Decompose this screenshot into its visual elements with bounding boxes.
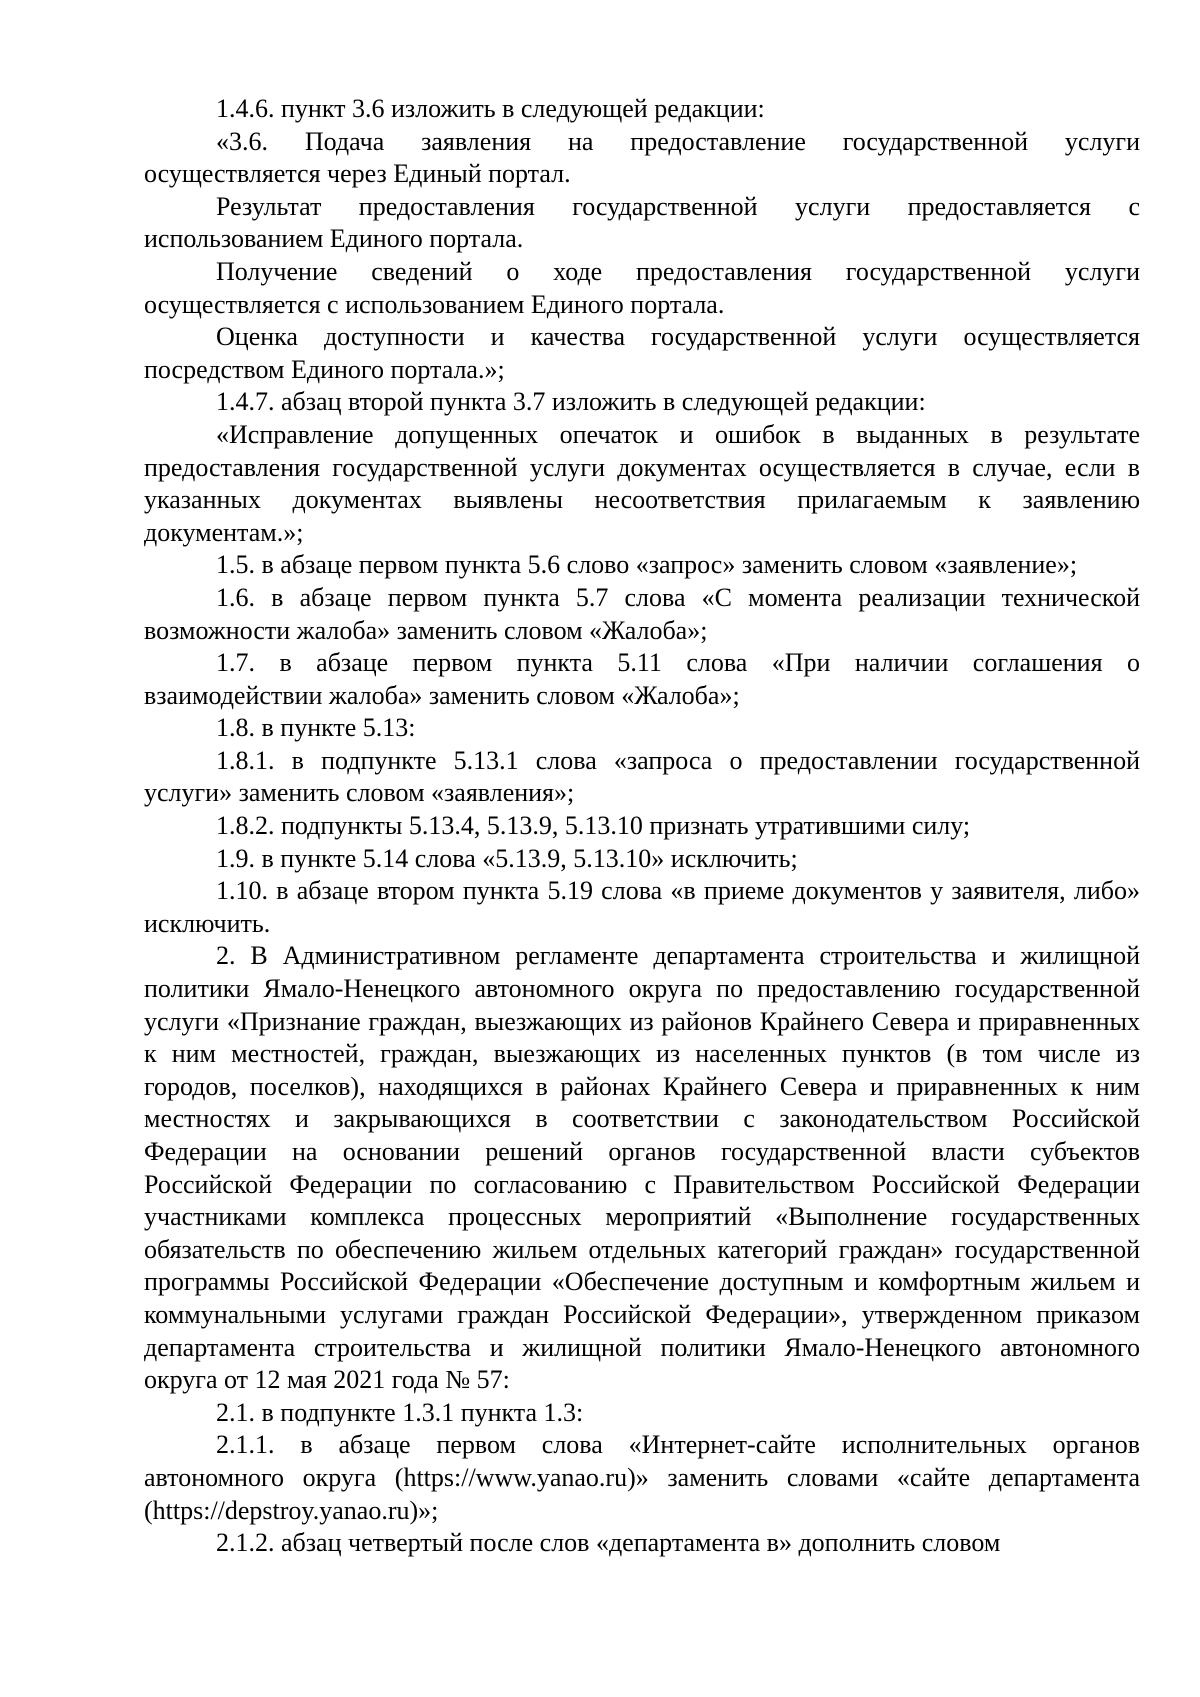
paragraph-1-4-7: 1.4.7. абзац второй пункта 3.7 изложить в следующей редакции: [216, 387, 926, 417]
paragraph-1-9: 1.9. в пункте 5.14 слова «5.13.9, 5.13.10» исключить; [216, 843, 798, 873]
paragraph-3-6-status: Получение сведений о ходе предоставления государственной услуги осуществляется с использованием Единого портала. [144, 256, 1140, 319]
document-body [144, 93, 1140, 1560]
paragraph-2-1-1: 2.1.1. в абзаце первом слова «Интернет-сайте исполнительных органов автономного округа (https://www.yanao.ru)» заменить словами «сайте департамента (https://depstroy.yanao.ru)»; [144, 1430, 1140, 1525]
paragraph-2-1-2: 2.1.2. абзац четвертый после слов «департамента в» дополнить словом [216, 1528, 1001, 1558]
paragraph-1-6: 1.6. в абзаце первом пункта 5.7 слова «С момента реализации технической возможности жалоба» заменить словом «Жалоба»; [144, 582, 1140, 645]
paragraph-3-6-quality: Оценка доступности и качества государственной услуги осуществляется посредством Единого портала.»; [144, 322, 1140, 384]
paragraph-2-1: 2.1. в подпункте 1.3.1 пункта 1.3: [216, 1397, 584, 1427]
paragraph-1-8-2: 1.8.2. подпункты 5.13.4, 5.13.9, 5.13.10 признать утратившими силу; [216, 811, 971, 841]
paragraph-1-8: 1.8. в пункте 5.13: [216, 713, 416, 743]
paragraph-1-7: 1.7. в абзаце первом пункта 5.11 слова «При наличии соглашения о взаимодействии жалоба» заменить словом «Жалоба»; [144, 648, 1140, 710]
paragraph-3-6-submission: «3.6. Подача заявления на предоставление государственной услуги осуществляется через Единый портал. [144, 126, 1140, 189]
paragraph-2: 2. В Административном регламенте департамента строительства и жилищной политики Ямало-Ненецкого автономного округа по предоставлению государственной услуги «Признание граждан, выезжающих из районов Крайнего Севера и приравненных к ним местностей, граждан, выезжающих из населенных пунктов (в том числе из городов, поселков), находящихся в районах Крайнего Севера и приравненных к ним местностях и закрывающихся в соответствии с законодательством Российской Федерации на основании решений органов государственной власти субъектов Российской Федерации по согласованию с Правительством Российской Федерации участниками комплекса процессных мероприятий «Выполнение государственных обязательств по обеспечению жильем отдельных категорий граждан» государственной программы Российской Федерации «Обеспечение доступным и комфортным жильем и коммунальными услугами граждан Российской Федерации», утвержденном приказом департамента строительства и жилищной политики Ямало-Ненецкого автономного округа от 12 мая 2021 года № 57: [144, 941, 1140, 1395]
paragraph-3-7-corrections: «Исправление допущенных опечаток и ошибок в выданных в результате предоставления государственной услуги документах осуществляется в случае, если в указанных документах выявлены несоответствия прилагаемым к заявлению документам.»; [144, 419, 1140, 547]
paragraph-1-5: 1.5. в абзаце первом пункта 5.6 слово «запрос» заменить словом «заявление»; [216, 550, 1078, 580]
paragraph-1-8-1: 1.8.1. в подпункте 5.13.1 слова «запроса о предоставлении государственной услуги» заменить словом «заявления»; [144, 745, 1140, 808]
paragraph-3-6-result: Результат предоставления государственной услуги предоставляется с использованием Единого портала. [144, 191, 1140, 254]
paragraph-1-4-6: 1.4.6. пункт 3.6 изложить в следующей редакции: [216, 94, 765, 123]
paragraph-1-10: 1.10. в абзаце втором пункта 5.19 слова «в приеме документов у заявителя, либо» исключить. [144, 876, 1140, 938]
